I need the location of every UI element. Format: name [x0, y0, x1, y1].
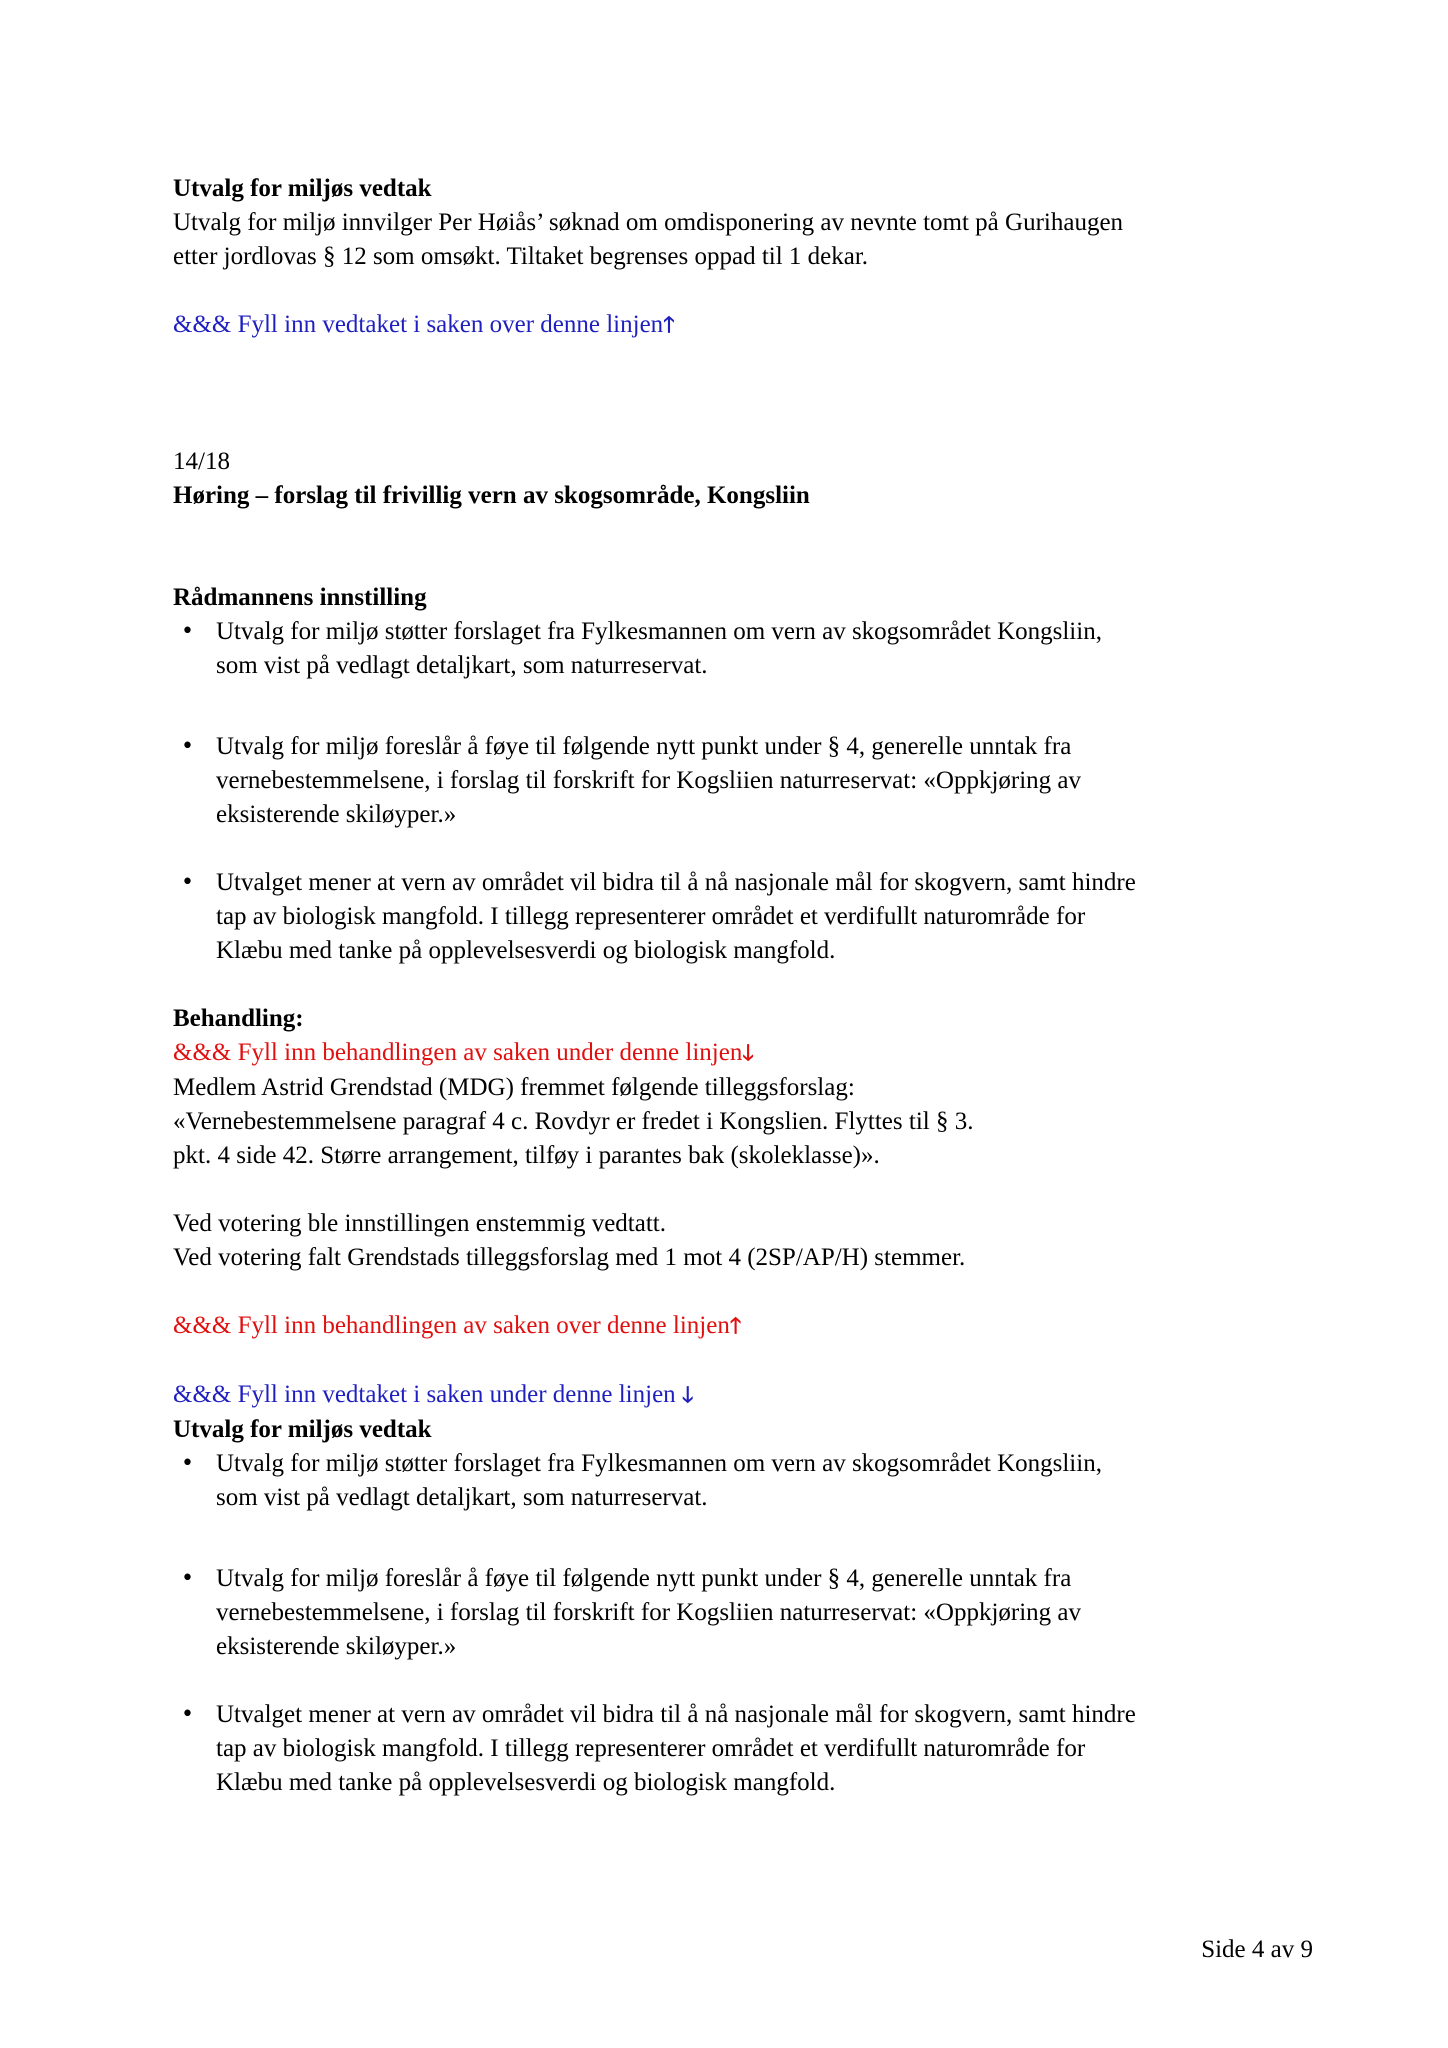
vedtak-marker-over: &&& Fyll inn vedtaket i saken over denne linjen🡑: [173, 311, 675, 338]
list-item: • Utvalg for miljø støtter forslaget fra Fylkesmannen om vern av skogsområdet Kongsliin, som vist på vedlagt detaljkart, som naturreservat.: [173, 615, 1313, 683]
behandling-line-4: Ved votering ble innstillingen enstemmig vedtatt.: [173, 1210, 666, 1237]
innstilling-heading: Rådmannens innstilling: [173, 584, 427, 611]
document-page: [173, 172, 1313, 1800]
list-item: • Utvalget mener at vern av området vil bidra til å nå nasjonale mål for skogvern, samt hindre tap av biologisk mangfold. I tillegg representerer området et verdifullt naturområde for Klæbu med tanke på opplevelsesverdi og biologisk mangfold.: [173, 1698, 1313, 1800]
vedtak-text-line-2: etter jordlovas § 12 som omsøkt. Tiltaket begrenses oppad til 1 dekar.: [173, 243, 869, 270]
arrow-up-icon: 🡑: [729, 1314, 742, 1339]
behandling-marker-over: &&& Fyll inn behandlingen av saken over denne linjen🡑: [173, 1312, 742, 1339]
behandling-line-1: Medlem Astrid Grendstad (MDG) fremmet følgende tilleggsforslag:: [173, 1074, 855, 1101]
case-title: Høring – forslag til frivillig vern av skogsområde, Kongsliin: [173, 482, 810, 509]
behandling-line-2: «Vernebestemmelsene paragraf 4 c. Rovdyr er fredet i Kongslien. Flyttes til § 3.: [173, 1108, 974, 1135]
arrow-up-icon: 🡑: [663, 313, 675, 338]
vedtak-marker-under: &&& Fyll inn vedtaket i saken under denne linjen 🡓: [173, 1381, 694, 1408]
case-number: 14/18: [173, 448, 230, 475]
behandling-line-3: pkt. 4 side 42. Større arrangement, tilføy i parantes bak (skoleklasse)».: [173, 1142, 880, 1169]
list-item: • Utvalget mener at vern av området vil bidra til å nå nasjonale mål for skogvern, samt hindre tap av biologisk mangfold. I tillegg representerer området et verdifullt naturområde for Klæbu med tanke på opplevelsesverdi og biologisk mangfold.: [173, 866, 1313, 968]
vedtak-text-line-1: Utvalg for miljø innvilger Per Høiås’ søknad om omdisponering av nevnte tomt på Gurihaugen: [173, 209, 1124, 236]
page-number: Side 4 av 9: [1201, 1936, 1313, 1963]
behandling-heading: Behandling:: [173, 1005, 304, 1032]
behandling-line-5: Ved votering falt Grendstads tilleggsforslag med 1 mot 4 (2SP/AP/H) stemmer.: [173, 1244, 966, 1271]
behandling-marker-under: &&& Fyll inn behandlingen av saken under denne linjen🡓: [173, 1039, 754, 1066]
vedtak-list: [173, 1447, 1313, 1800]
vedtak-heading-1: Utvalg for miljøs vedtak: [173, 175, 432, 202]
vedtak-heading-2: Utvalg for miljøs vedtak: [173, 1416, 432, 1443]
innstilling-list: [173, 615, 1313, 968]
arrow-down-icon: 🡓: [681, 1383, 694, 1408]
arrow-down-icon: 🡓: [742, 1041, 754, 1066]
list-item: • Utvalg for miljø foreslår å føye til følgende nytt punkt under § 4, generelle unntak fra vernebestemmelsene, i forslag til forskrift for Kogsliien naturreservat: «Oppkjøring av eksisterende skiløyper.»: [173, 730, 1313, 832]
list-item: • Utvalg for miljø støtter forslaget fra Fylkesmannen om vern av skogsområdet Kongsliin, som vist på vedlagt detaljkart, som naturreservat.: [173, 1447, 1313, 1515]
list-item: • Utvalg for miljø foreslår å føye til følgende nytt punkt under § 4, generelle unntak fra vernebestemmelsene, i forslag til forskrift for Kogsliien naturreservat: «Oppkjøring av eksisterende skiløyper.»: [173, 1562, 1313, 1664]
